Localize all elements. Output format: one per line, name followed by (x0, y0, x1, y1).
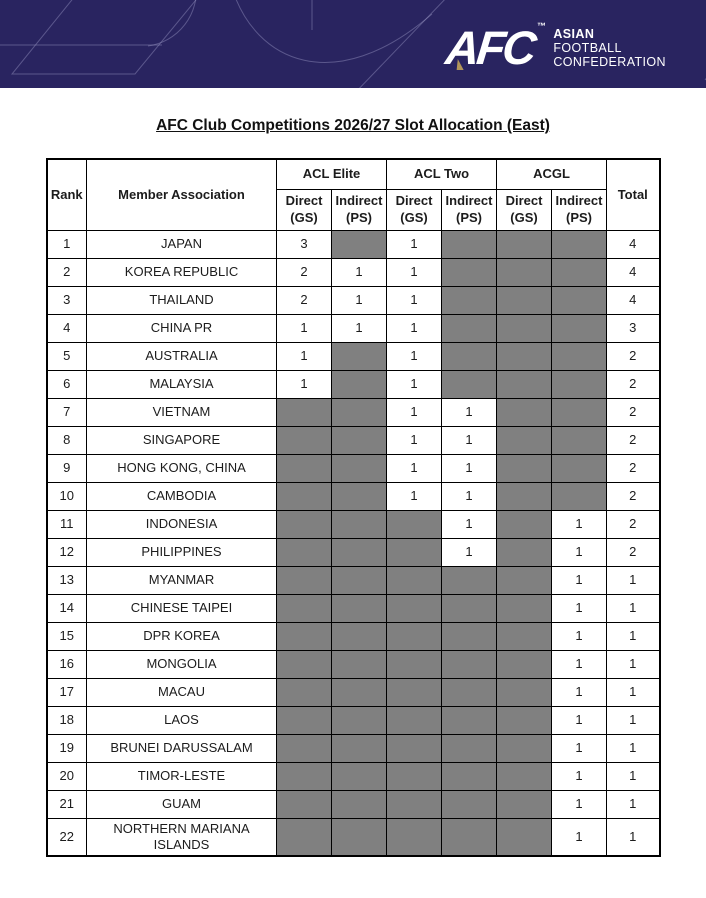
member-association-cell: INDONESIA (87, 510, 277, 538)
member-association-cell: CHINESE TAIPEI (87, 594, 277, 622)
table-row (47, 538, 660, 566)
slot-cell: 1 (442, 482, 497, 510)
slot-cell: 1 (552, 818, 607, 856)
slot-cell: 1 (277, 370, 332, 398)
rank-cell: 15 (47, 622, 87, 650)
total-cell: 1 (607, 594, 660, 622)
blocked-slot-cell (497, 398, 552, 426)
header-elite-indirect: Indirect (PS) (332, 189, 387, 230)
header-member-association: Member Association (87, 159, 277, 230)
blocked-slot-cell (387, 510, 442, 538)
blocked-slot-cell (332, 734, 387, 762)
blocked-slot-cell (332, 818, 387, 856)
blocked-slot-cell (277, 734, 332, 762)
rank-cell: 10 (47, 482, 87, 510)
blocked-slot-cell (442, 566, 497, 594)
blocked-slot-cell (277, 818, 332, 856)
blocked-slot-cell (497, 454, 552, 482)
slot-cell: 1 (332, 258, 387, 286)
total-cell: 1 (607, 762, 660, 790)
blocked-slot-cell (332, 762, 387, 790)
afc-org-name (553, 27, 666, 69)
rank-cell: 11 (47, 510, 87, 538)
afc-logo-wordmark (442, 21, 547, 74)
blocked-slot-cell (442, 314, 497, 342)
table-row (47, 510, 660, 538)
rank-cell: 8 (47, 426, 87, 454)
afc-logo-text: AFC (442, 21, 537, 74)
header-elite-direct: Direct (GS) (277, 189, 332, 230)
blocked-slot-cell (387, 594, 442, 622)
blocked-slot-cell (442, 342, 497, 370)
slot-cell: 1 (387, 286, 442, 314)
slot-cell: 1 (552, 650, 607, 678)
member-association-cell: LAOS (87, 706, 277, 734)
header-group-acl-two: ACL Two (387, 159, 497, 189)
rank-cell: 14 (47, 594, 87, 622)
table-body (47, 230, 660, 856)
total-cell: 2 (607, 538, 660, 566)
table-row (47, 706, 660, 734)
blocked-slot-cell (277, 706, 332, 734)
blocked-slot-cell (387, 678, 442, 706)
blocked-slot-cell (332, 622, 387, 650)
slot-cell: 1 (332, 286, 387, 314)
total-cell: 2 (607, 398, 660, 426)
table-row (47, 678, 660, 706)
blocked-slot-cell (277, 398, 332, 426)
blocked-slot-cell (277, 622, 332, 650)
blocked-slot-cell (497, 426, 552, 454)
total-cell: 1 (607, 622, 660, 650)
member-association-cell: THAILAND (87, 286, 277, 314)
blocked-slot-cell (497, 370, 552, 398)
blocked-slot-cell (277, 790, 332, 818)
header-acgl-direct: Direct (GS) (497, 189, 552, 230)
table-row (47, 482, 660, 510)
slot-cell: 1 (552, 538, 607, 566)
table-row (47, 258, 660, 286)
blocked-slot-cell (497, 622, 552, 650)
rank-cell: 9 (47, 454, 87, 482)
rank-cell: 16 (47, 650, 87, 678)
blocked-slot-cell (552, 314, 607, 342)
table-row (47, 734, 660, 762)
afc-logo-gold-accent (456, 59, 464, 70)
member-association-cell: MALAYSIA (87, 370, 277, 398)
table-row (47, 230, 660, 258)
blocked-slot-cell (332, 426, 387, 454)
header-total: Total (607, 159, 660, 230)
total-cell: 2 (607, 342, 660, 370)
slot-allocation-table (46, 158, 661, 857)
blocked-slot-cell (497, 734, 552, 762)
blocked-slot-cell (497, 790, 552, 818)
blocked-slot-cell (442, 734, 497, 762)
slot-cell: 1 (387, 370, 442, 398)
slot-cell: 1 (387, 454, 442, 482)
table-row (47, 650, 660, 678)
member-association-cell: VIETNAM (87, 398, 277, 426)
blocked-slot-cell (442, 622, 497, 650)
header-acgl-indirect: Indirect (PS) (552, 189, 607, 230)
blocked-slot-cell (552, 454, 607, 482)
org-line-confederation: CONFEDERATION (553, 54, 666, 69)
slot-cell: 1 (442, 398, 497, 426)
slot-cell: 1 (387, 342, 442, 370)
slot-cell: 3 (277, 230, 332, 258)
member-association-cell: TIMOR-LESTE (87, 762, 277, 790)
slot-cell: 1 (332, 314, 387, 342)
blocked-slot-cell (442, 678, 497, 706)
table-row (47, 314, 660, 342)
blocked-slot-cell (497, 482, 552, 510)
blocked-slot-cell (332, 510, 387, 538)
total-cell: 2 (607, 510, 660, 538)
member-association-cell: GUAM (87, 790, 277, 818)
rank-cell: 12 (47, 538, 87, 566)
member-association-cell: JAPAN (87, 230, 277, 258)
blocked-slot-cell (277, 762, 332, 790)
blocked-slot-cell (332, 594, 387, 622)
blocked-slot-cell (442, 230, 497, 258)
slot-cell: 1 (387, 258, 442, 286)
total-cell: 1 (607, 790, 660, 818)
blocked-slot-cell (552, 342, 607, 370)
blocked-slot-cell (497, 566, 552, 594)
blocked-slot-cell (497, 314, 552, 342)
org-line-football: FOOTBALL (553, 40, 622, 55)
rank-cell: 4 (47, 314, 87, 342)
table-row (47, 398, 660, 426)
page-title: AFC Club Competitions 2026/27 Slot Allocation (East) (156, 117, 550, 134)
member-association-cell: KOREA REPUBLIC (87, 258, 277, 286)
member-association-cell: DPR KOREA (87, 622, 277, 650)
blocked-slot-cell (387, 706, 442, 734)
blocked-slot-cell (332, 482, 387, 510)
blocked-slot-cell (497, 678, 552, 706)
blocked-slot-cell (277, 510, 332, 538)
total-cell: 1 (607, 650, 660, 678)
blocked-slot-cell (332, 230, 387, 258)
blocked-slot-cell (552, 482, 607, 510)
blocked-slot-cell (277, 538, 332, 566)
blocked-slot-cell (277, 650, 332, 678)
slot-cell: 2 (277, 258, 332, 286)
header-rank: Rank (47, 159, 87, 230)
slot-cell: 1 (442, 538, 497, 566)
header-group-acl-elite: ACL Elite (277, 159, 387, 189)
slot-cell: 1 (442, 454, 497, 482)
rank-cell: 19 (47, 734, 87, 762)
total-cell: 2 (607, 370, 660, 398)
blocked-slot-cell (387, 734, 442, 762)
blocked-slot-cell (497, 286, 552, 314)
table-row (47, 342, 660, 370)
blocked-slot-cell (552, 426, 607, 454)
blocked-slot-cell (497, 230, 552, 258)
total-cell: 4 (607, 286, 660, 314)
blocked-slot-cell (332, 342, 387, 370)
rank-cell: 18 (47, 706, 87, 734)
org-line-asian: ASIAN (553, 26, 595, 41)
slot-cell: 1 (552, 622, 607, 650)
trademark-symbol: ™ (536, 21, 547, 31)
slot-cell: 1 (552, 510, 607, 538)
rank-cell: 3 (47, 286, 87, 314)
member-association-cell: MONGOLIA (87, 650, 277, 678)
blocked-slot-cell (442, 370, 497, 398)
rank-cell: 6 (47, 370, 87, 398)
slot-cell: 1 (442, 510, 497, 538)
blocked-slot-cell (552, 398, 607, 426)
blocked-slot-cell (497, 818, 552, 856)
slot-cell: 1 (552, 566, 607, 594)
member-association-cell: HONG KONG, CHINA (87, 454, 277, 482)
afc-logo (442, 21, 666, 74)
blocked-slot-cell (332, 370, 387, 398)
blocked-slot-cell (442, 790, 497, 818)
blocked-slot-cell (277, 454, 332, 482)
blocked-slot-cell (552, 286, 607, 314)
member-association-cell: SINGAPORE (87, 426, 277, 454)
rank-cell: 22 (47, 818, 87, 856)
table-row (47, 370, 660, 398)
rank-cell: 17 (47, 678, 87, 706)
blocked-slot-cell (497, 650, 552, 678)
blocked-slot-cell (497, 342, 552, 370)
total-cell: 4 (607, 258, 660, 286)
total-cell: 2 (607, 426, 660, 454)
blocked-slot-cell (442, 762, 497, 790)
blocked-slot-cell (552, 230, 607, 258)
rank-cell: 21 (47, 790, 87, 818)
slot-cell: 1 (552, 762, 607, 790)
header-two-direct: Direct (GS) (387, 189, 442, 230)
blocked-slot-cell (277, 678, 332, 706)
table-row (47, 818, 660, 856)
slot-cell: 1 (277, 342, 332, 370)
rank-cell: 1 (47, 230, 87, 258)
blocked-slot-cell (497, 538, 552, 566)
blocked-slot-cell (442, 286, 497, 314)
blocked-slot-cell (332, 398, 387, 426)
header-two-indirect: Indirect (PS) (442, 189, 497, 230)
table-row (47, 594, 660, 622)
member-association-cell: AUSTRALIA (87, 342, 277, 370)
blocked-slot-cell (497, 762, 552, 790)
total-cell: 1 (607, 678, 660, 706)
blocked-slot-cell (277, 426, 332, 454)
member-association-cell: MYANMAR (87, 566, 277, 594)
table-row (47, 566, 660, 594)
blocked-slot-cell (387, 538, 442, 566)
blocked-slot-cell (387, 566, 442, 594)
total-cell: 2 (607, 454, 660, 482)
slot-cell: 1 (387, 398, 442, 426)
blocked-slot-cell (277, 594, 332, 622)
slot-cell: 1 (442, 426, 497, 454)
rank-cell: 13 (47, 566, 87, 594)
slot-cell: 1 (387, 230, 442, 258)
rank-cell: 7 (47, 398, 87, 426)
blocked-slot-cell (442, 258, 497, 286)
blocked-slot-cell (387, 818, 442, 856)
slot-cell: 1 (552, 734, 607, 762)
total-cell: 4 (607, 230, 660, 258)
total-cell: 1 (607, 566, 660, 594)
slot-cell: 1 (387, 426, 442, 454)
blocked-slot-cell (332, 566, 387, 594)
table-row (47, 762, 660, 790)
blocked-slot-cell (497, 510, 552, 538)
member-association-cell: CAMBODIA (87, 482, 277, 510)
blocked-slot-cell (442, 650, 497, 678)
blocked-slot-cell (387, 790, 442, 818)
member-association-cell: BRUNEI DARUSSALAM (87, 734, 277, 762)
blocked-slot-cell (442, 706, 497, 734)
blocked-slot-cell (332, 706, 387, 734)
blocked-slot-cell (552, 258, 607, 286)
table-row (47, 454, 660, 482)
slot-cell: 1 (552, 790, 607, 818)
slot-cell: 1 (387, 314, 442, 342)
blocked-slot-cell (332, 650, 387, 678)
blocked-slot-cell (387, 650, 442, 678)
slot-cell: 1 (277, 314, 332, 342)
slot-cell: 1 (552, 678, 607, 706)
header-banner (0, 0, 706, 88)
table-row (47, 790, 660, 818)
total-cell: 1 (607, 734, 660, 762)
rank-cell: 20 (47, 762, 87, 790)
table-header-group-row (47, 159, 660, 189)
member-association-cell: CHINA PR (87, 314, 277, 342)
table-row (47, 426, 660, 454)
blocked-slot-cell (332, 454, 387, 482)
blocked-slot-cell (442, 594, 497, 622)
table-row (47, 286, 660, 314)
blocked-slot-cell (497, 258, 552, 286)
member-association-cell: PHILIPPINES (87, 538, 277, 566)
rank-cell: 2 (47, 258, 87, 286)
blocked-slot-cell (332, 790, 387, 818)
total-cell: 1 (607, 818, 660, 856)
rank-cell: 5 (47, 342, 87, 370)
blocked-slot-cell (552, 370, 607, 398)
blocked-slot-cell (332, 538, 387, 566)
blocked-slot-cell (387, 762, 442, 790)
table-row (47, 622, 660, 650)
blocked-slot-cell (387, 622, 442, 650)
total-cell: 1 (607, 706, 660, 734)
member-association-cell: NORTHERN MARIANA ISLANDS (87, 818, 277, 856)
total-cell: 2 (607, 482, 660, 510)
blocked-slot-cell (277, 482, 332, 510)
total-cell: 3 (607, 314, 660, 342)
blocked-slot-cell (497, 594, 552, 622)
blocked-slot-cell (442, 818, 497, 856)
slot-cell: 1 (552, 594, 607, 622)
member-association-cell: MACAU (87, 678, 277, 706)
blocked-slot-cell (497, 706, 552, 734)
blocked-slot-cell (332, 678, 387, 706)
blocked-slot-cell (277, 566, 332, 594)
slot-cell: 1 (552, 706, 607, 734)
header-group-acgl: ACGL (497, 159, 607, 189)
slot-cell: 2 (277, 286, 332, 314)
slot-cell: 1 (387, 482, 442, 510)
